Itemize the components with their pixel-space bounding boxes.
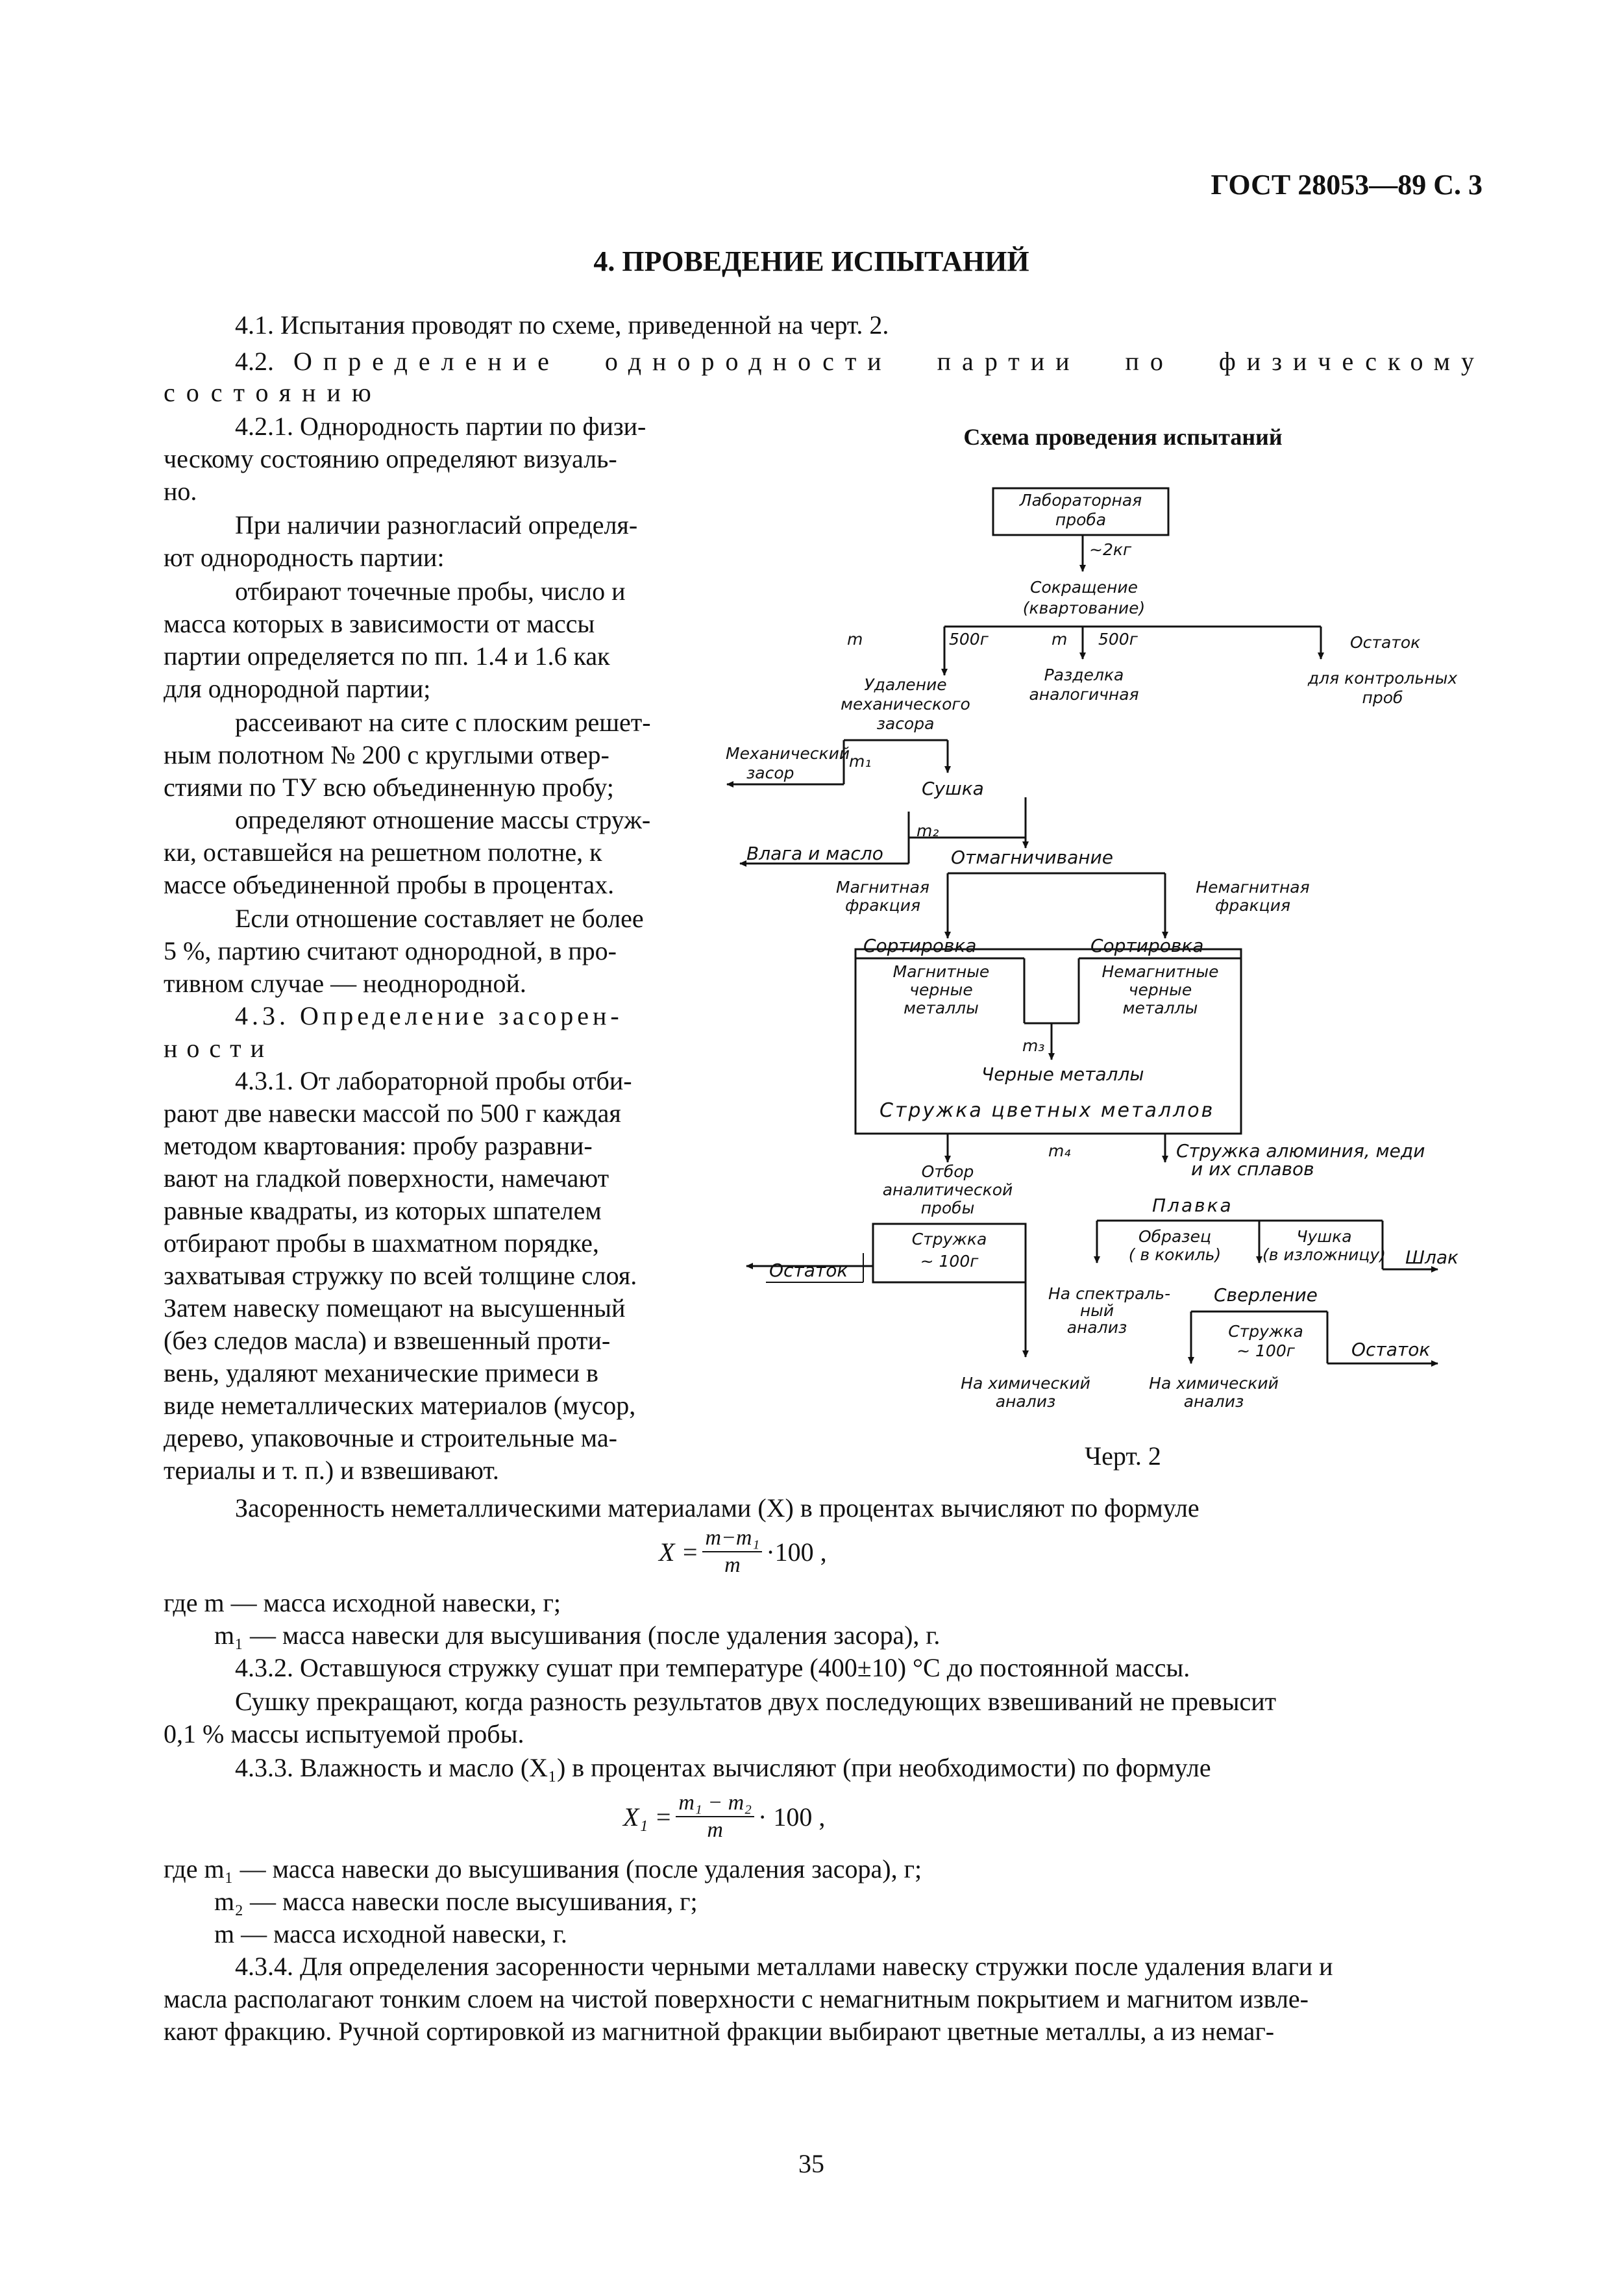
m3-label: m₃ <box>1022 1036 1045 1055</box>
diagram-title: Схема проведения испытаний <box>963 424 1283 450</box>
remainder-label: Остаток <box>1350 633 1421 652</box>
aluminium-label: и их сплавов <box>1191 1158 1314 1180</box>
paragraph-4-2-title: Определение однородности партии по физическому <box>293 347 1485 376</box>
left-line: дерево, упаковочные и строительные ма- <box>164 1423 617 1452</box>
chem-analysis-label: анализ <box>1183 1392 1244 1411</box>
left-line: рают две навески массой по 500 г каждая <box>164 1099 621 1128</box>
spectral-label: анализ <box>1066 1318 1127 1337</box>
mech-label: Механический <box>726 744 850 763</box>
left-line: ют однородность партии: <box>164 543 445 572</box>
formula-1-denominator: m <box>724 1553 741 1577</box>
formula-2-lhs: X₁ = <box>623 1802 672 1832</box>
left-line: рассеивают на сите с плоским решет- <box>235 708 651 737</box>
chem-analysis-label: анализ <box>995 1392 1056 1411</box>
lab-label: Лабораторная <box>1019 491 1142 510</box>
left-line: ки, оставшейся на решетном полотне, к <box>164 838 602 867</box>
kg-label: ~2кг <box>1089 540 1132 559</box>
left-line: методом квартования: пробу разравни- <box>164 1131 593 1160</box>
melting-label: Плавка <box>1152 1195 1233 1216</box>
analytic-label: пробы <box>920 1199 975 1217</box>
left-line: ным полотном № 200 с круглыми отвер- <box>164 740 609 769</box>
mag-fraction-label: Магнитная <box>836 878 929 897</box>
nonmag-fraction-label: Немагнитная <box>1196 878 1310 897</box>
shavings-100-label: Стружка <box>911 1230 987 1249</box>
moisture-label: Влага и масло <box>746 843 883 864</box>
formula-1-fraction <box>702 1525 762 1578</box>
paragraph-4-3-4: 4.3.4. Для определения засоренности черными металлами навеску стружки после удаления влаги и <box>235 1952 1333 1981</box>
formula-1-lhs: X = <box>659 1537 699 1567</box>
drilling-label: Сверление <box>1214 1284 1318 1306</box>
where-line: где m — масса исходной навески, г; <box>164 1588 561 1617</box>
formula-1-numerator: m−m₁ <box>702 1525 762 1552</box>
mag-black-label: черные <box>909 980 973 999</box>
formula-2-numerator: m₁ − m₂ <box>676 1790 754 1817</box>
nonmag-black-label: металлы <box>1122 999 1198 1017</box>
drying-line: 0,1 % массы испытуемой пробы. <box>164 1719 524 1748</box>
removal-label: Удаление <box>864 675 947 694</box>
demag-label: Отмагничивание <box>951 847 1113 868</box>
paragraph-4-3-2: 4.3.2. Оставшуюся стружку сушат при температуре (400±10) °С до постоянной массы. <box>235 1653 1190 1682</box>
analytic-label: аналитической <box>882 1180 1013 1199</box>
left-line: ческому состоянию определяют визуаль- <box>164 444 617 473</box>
drying-line: Сушку прекращают, когда разность результатов двух последующих взвешиваний не превысит <box>235 1687 1277 1716</box>
drying-label: Сушка <box>922 778 984 799</box>
m4-label: m₄ <box>1048 1141 1071 1160</box>
formula-2 <box>623 1784 825 1849</box>
mag-black-label: металлы <box>904 999 979 1017</box>
left-line: тивном случае — неоднородной. <box>164 969 526 998</box>
left-line: 4.3.1. От лабораторной пробы отби- <box>235 1066 632 1095</box>
zasor-intro: Засоренность неметаллическими материалами (X) в процентах вычисляют по формуле <box>235 1493 1200 1523</box>
cutting-label: аналогичная <box>1029 685 1139 704</box>
nonferrous-label: Стружка цветных металлов <box>880 1099 1215 1122</box>
ingot-label: (в изложницу) <box>1262 1245 1386 1264</box>
remainder-label: Остаток <box>1351 1339 1431 1360</box>
aluminium-label: Стружка алюминия, меди <box>1176 1140 1425 1162</box>
control-label: для контрольных <box>1307 669 1458 688</box>
left-line: териалы и т. п.) и взвешивают. <box>164 1456 499 1485</box>
shavings2-label: Стружка <box>1228 1322 1303 1341</box>
figure-caption: Черт. 2 <box>1085 1441 1161 1471</box>
removal-label: засора <box>876 714 935 733</box>
left-line: массе объединенной пробы в процентах. <box>164 870 615 899</box>
formula-1-rhs: ·100 , <box>766 1537 827 1567</box>
formula-2-denominator: m <box>707 1818 723 1842</box>
formula-2-fraction <box>676 1790 754 1843</box>
ingot-label: Чушка <box>1296 1227 1352 1246</box>
mag-black-label: Магнитные <box>892 962 990 981</box>
mag-fraction-label: фракция <box>845 896 920 915</box>
left-line: для однородной партии; <box>164 674 431 703</box>
shavings2-label: ~ 100г <box>1236 1341 1295 1360</box>
m-label: m <box>847 630 863 649</box>
left-line: определяют отношение массы струж- <box>235 805 651 834</box>
spectral-label: На спектраль- <box>1048 1284 1171 1303</box>
left-line: (без следов масла) и взвешенный проти- <box>164 1326 611 1355</box>
left-line: вень, удаляют механические примеси в <box>164 1358 598 1387</box>
chem-analysis-label: На химический <box>1149 1374 1279 1393</box>
paragraph-4-3-3: 4.3.3. Влажность и масло (X₁) в процентах вычисляют (при необходимости) по формуле <box>235 1753 1211 1782</box>
black-metals-label: Черные металлы <box>981 1063 1144 1085</box>
remainder-label: Остаток <box>769 1260 848 1281</box>
left-line: 5 %, партию считают однородной, в про- <box>164 936 617 965</box>
page-number: 35 <box>798 2149 824 2178</box>
formula-1 <box>659 1519 827 1584</box>
control-label: проб <box>1362 688 1403 707</box>
left-line: виде неметаллических материалов (мусор, <box>164 1391 636 1420</box>
paragraph-4-3-4-line: масла располагают тонким слоем на чистой поверхности с немагнитным покрытием и магнитом извле- <box>164 1984 1309 2013</box>
left-line: партии определяется по пп. 1.4 и 1.6 как <box>164 641 610 671</box>
nonmag-fraction-label: фракция <box>1215 896 1290 915</box>
m1-label: m₁ <box>849 752 872 771</box>
m-label: m <box>1052 630 1068 649</box>
left-line: но. <box>164 477 197 506</box>
nonmag-black-label: Немагнитные <box>1101 962 1219 981</box>
standard-header: ГОСТ 28053—89 С. 3 <box>1211 169 1483 201</box>
cutting-label: Разделка <box>1044 665 1124 684</box>
mech-label: засор <box>746 764 794 782</box>
left-line: Если отношение составляет не более <box>235 904 644 933</box>
reduction-label: (квартование) <box>1022 599 1146 617</box>
sorting-label: Сортировка <box>1090 935 1204 956</box>
left-line: Затем навеску помещают на высушенный <box>164 1293 626 1323</box>
left-line: масса которых в зависимости от массы <box>164 609 595 638</box>
paragraph-4-2-number: 4.2. <box>235 347 274 376</box>
mass-label: 500г <box>1098 630 1138 649</box>
slag-label: Шлак <box>1405 1247 1458 1268</box>
shavings-100-label: ~ 100г <box>920 1252 979 1271</box>
formula-2-rhs: · 100 , <box>758 1802 826 1832</box>
analytic-label: Отбор <box>921 1162 974 1181</box>
specimen-label: ( в кокиль) <box>1128 1245 1222 1264</box>
left-line: 4.2.1. Однородность партии по физи- <box>235 412 646 441</box>
left-line: ности <box>164 1034 274 1063</box>
paragraph-4-3-4-line: кают фракцию. Ручной сортировкой из магнитной фракции выбирают цветные металлы, а из немаг- <box>164 2017 1275 2046</box>
left-line: 4.3. Определение засорен- <box>235 1001 623 1030</box>
reduction-label: Сокращение <box>1030 578 1138 597</box>
paragraph-4-1: 4.1. Испытания проводят по схеме, приведенной на черт. 2. <box>235 310 889 340</box>
section-title: 4. ПРОВЕДЕНИЕ ИСПЫТАНИЙ <box>593 245 1029 277</box>
sorting-label: Сортировка <box>863 935 977 956</box>
m2-label: m₂ <box>917 821 939 840</box>
left-line: стиями по ТУ всю объединенную пробу; <box>164 773 614 802</box>
specimen-label: Образец <box>1138 1227 1211 1246</box>
where-line: m₁ — масса навески для высушивания (после удаления засора), г. <box>214 1621 941 1650</box>
chem-analysis-label: На химический <box>961 1374 1090 1393</box>
lab-label: проба <box>1055 510 1107 529</box>
removal-label: механического <box>841 695 970 714</box>
nonmag-black-label: черные <box>1128 980 1192 999</box>
left-line: равные квадраты, из которых шпателем <box>164 1196 602 1225</box>
left-line: захватывая стружку по всей толщине слоя. <box>164 1261 637 1290</box>
left-line: отбирают пробы в шахматном порядке, <box>164 1228 599 1258</box>
where-line: m — масса исходной навески, г. <box>214 1919 567 1948</box>
left-line: вают на гладкой поверхности, намечают <box>164 1163 609 1193</box>
left-line: отбирают точечные пробы, число и <box>235 577 626 606</box>
where-line: m₂ — масса навески после высушивания, г; <box>214 1887 698 1916</box>
mass-label: 500г <box>949 630 989 649</box>
paragraph-4-2-title-cont: состоянию <box>164 378 382 407</box>
spectral-label: ный <box>1079 1301 1114 1320</box>
where-line: где m₁ — масса навески до высушивания (после удаления засора), г; <box>164 1854 922 1884</box>
left-line: При наличии разногласий определя- <box>235 510 638 540</box>
